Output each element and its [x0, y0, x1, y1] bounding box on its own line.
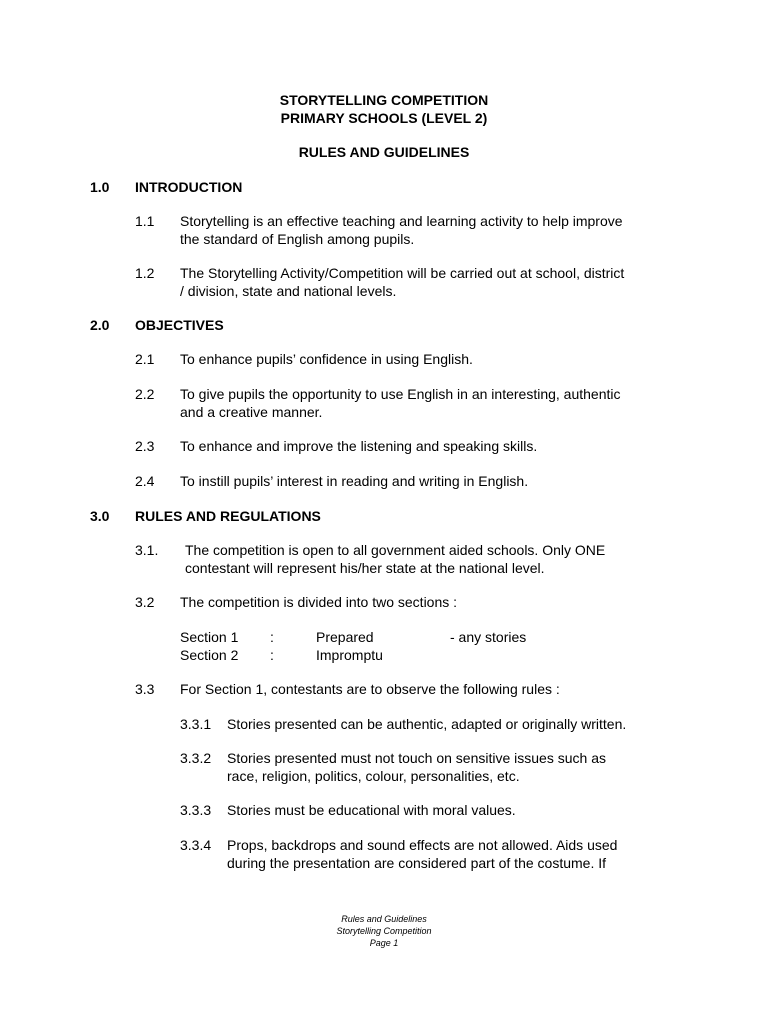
section-heading-rules: RULES AND REGULATIONS [135, 508, 321, 524]
item-text: the standard of English among pupils. [180, 231, 415, 247]
subitem-text: Stories must be educational with moral values. [227, 802, 516, 818]
item-number: 3.3 [135, 681, 155, 697]
section-heading-objectives: OBJECTIVES [135, 317, 224, 333]
doc-subtitle: RULES AND GUIDELINES [298, 144, 470, 160]
item-text: Storytelling is an effective teaching and learning activity to help improve [180, 213, 623, 229]
footer-line1: Rules and Guidelines [341, 914, 427, 924]
item-number: 2.3 [135, 438, 155, 454]
footer-line2: Storytelling Competition [336, 926, 432, 936]
subitem-text: during the presentation are considered part of the costume. If [227, 855, 607, 871]
subitem-text: race, religion, politics, colour, personalities, etc. [227, 768, 520, 784]
subitem-number: 3.3.2 [180, 750, 212, 766]
item-number: 3.2 [135, 594, 155, 610]
doc-title-line2: PRIMARY SCHOOLS (LEVEL 2) [280, 110, 488, 126]
item-text: The competition is divided into two sections : [180, 594, 458, 610]
section-number-1: 1.0 [90, 179, 110, 195]
item-text: To instill pupils’ interest in reading and writing in English. [180, 473, 529, 489]
section-label: Section 2 [180, 647, 239, 663]
item-number: 1.2 [135, 265, 155, 281]
section-type: Prepared [316, 629, 374, 645]
section-number-3: 3.0 [90, 508, 110, 524]
section-note: - any stories [450, 629, 527, 645]
doc-title-line1: STORYTELLING COMPETITION [279, 92, 489, 108]
item-text: / division, state and national levels. [180, 283, 397, 299]
item-number: 2.2 [135, 386, 155, 402]
item-text: contestant will represent his/her state at the national level. [185, 560, 545, 576]
subitem-number: 3.3.1 [180, 716, 212, 732]
item-text: The Storytelling Activity/Competition will be carried out at school, district [180, 265, 625, 281]
page-number: Page 1 [369, 938, 399, 948]
subitem-text: Stories presented must not touch on sensitive issues such as [227, 750, 606, 766]
section-number-2: 2.0 [90, 317, 110, 333]
subitem-number: 3.3.3 [180, 802, 212, 818]
item-number: 3.1. [135, 542, 159, 558]
item-text: To enhance and improve the listening and speaking skills. [180, 438, 538, 454]
subitem-number: 3.3.4 [180, 837, 212, 853]
section-label: Section 1 [180, 629, 239, 645]
section-heading-introduction: INTRODUCTION [135, 179, 243, 195]
separator-colon: : [270, 647, 274, 663]
subitem-text: Props, backdrops and sound effects are not allowed. Aids used [227, 837, 618, 853]
item-text: and a creative manner. [180, 404, 323, 420]
item-number: 2.4 [135, 473, 155, 489]
item-text: To enhance pupils’ confidence in using English. [180, 351, 473, 367]
subitem-text: Stories presented can be authentic, adapted or originally written. [227, 716, 627, 732]
item-number: 2.1 [135, 351, 155, 367]
item-text: The competition is open to all government aided schools. Only ONE [185, 542, 606, 558]
item-number: 1.1 [135, 213, 155, 229]
separator-colon: : [270, 629, 274, 645]
section-type: Impromptu [316, 647, 383, 663]
item-text: For Section 1, contestants are to observe the following rules : [180, 681, 560, 697]
item-text: To give pupils the opportunity to use English in an interesting, authentic [180, 386, 621, 402]
